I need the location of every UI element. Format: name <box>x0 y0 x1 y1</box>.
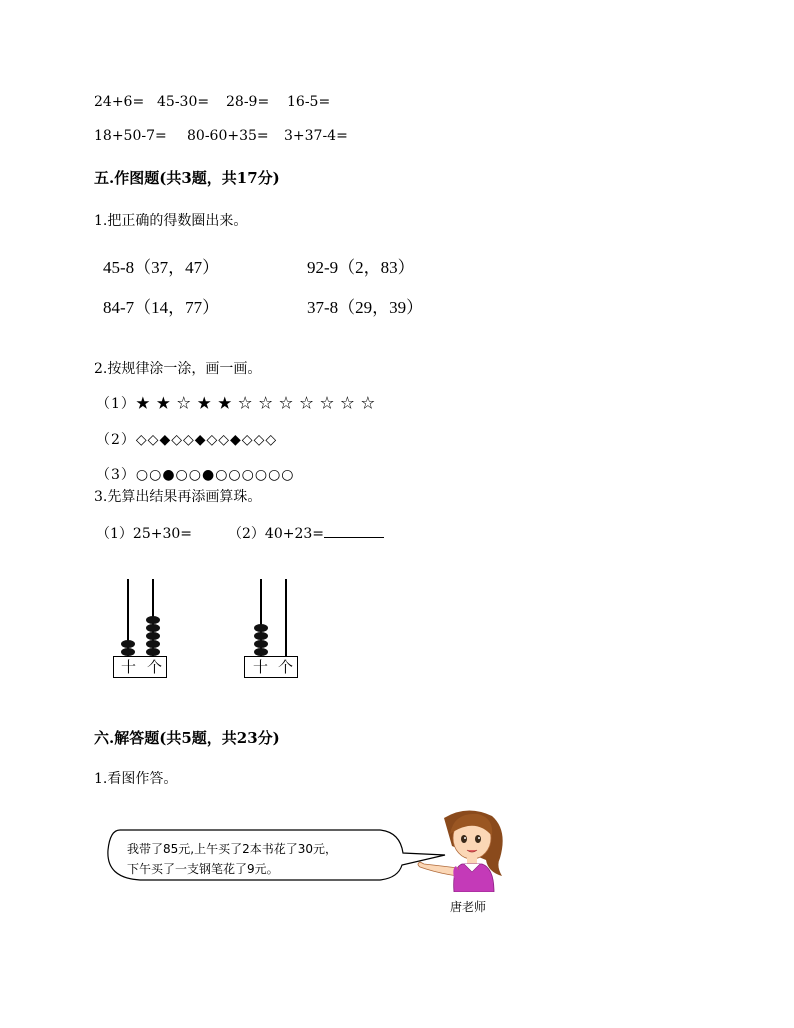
expression: 3+37-4= <box>284 128 348 144</box>
abacus-bead <box>254 648 268 656</box>
expression: 45-30= <box>157 94 210 110</box>
expression: 80-60+35= <box>187 128 269 144</box>
pattern-row-circles: （3）○○●○○●○○○○○○ <box>96 467 295 483</box>
abacus-bead <box>146 624 160 632</box>
bubble-line2: 下午买了一支钢笔花了9元。 <box>127 862 279 876</box>
speaker-name: 唐老师 <box>450 900 487 914</box>
q1-prompt-section6: 1.看图作答。 <box>94 771 178 787</box>
abacus-bead <box>254 632 268 640</box>
q1-prompt: 1.把正确的得数圈出来。 <box>94 213 248 229</box>
q2-prompt: 2.按规律涂一涂，画一画。 <box>94 361 262 377</box>
abacus-bead <box>121 640 135 648</box>
abacus-base <box>113 656 167 678</box>
pattern-row-diamonds: （2）◇◇◆◇◇◆◇◇◆◇◇◇ <box>96 432 278 448</box>
abacus-label-ones: 个 <box>278 658 294 676</box>
q3-prompt: 3.先算出结果再添画算珠。 <box>94 489 262 505</box>
q3-part2-text: （2）40+23= <box>228 526 324 542</box>
bubble-line1: 我带了85元,上午买了2本书花了30元， <box>127 842 337 856</box>
abacus-label-tens: 十 <box>253 658 269 676</box>
section6-title: 六.解答题(共5题，共23分) <box>94 729 280 747</box>
expression: 16-5= <box>287 94 331 110</box>
circle-item: 45-8（37，47） <box>103 258 220 277</box>
q3-part2 <box>228 523 384 543</box>
expression: 28-9= <box>226 94 270 110</box>
section5-title: 五.作图题(共3题，共17分) <box>94 169 280 187</box>
abacus-rod-ones <box>285 579 287 656</box>
expression: 18+50-7= <box>94 128 167 144</box>
pattern-row-stars: （1）★ ★ ☆ ★ ★ ☆ ☆ ☆ ☆ ☆ ☆ ☆ <box>96 396 376 412</box>
expression: 24+6= <box>94 94 145 110</box>
q3-part1: （1）25+30= <box>96 526 192 542</box>
answer-blank[interactable] <box>324 523 384 538</box>
circle-item: 92-9（2，83） <box>307 258 415 277</box>
abacus-bead <box>146 648 160 656</box>
abacus-label-tens: 十 <box>121 658 137 676</box>
abacus-bead <box>254 640 268 648</box>
teacher-illustration-icon <box>412 806 512 892</box>
abacus-bead <box>146 632 160 640</box>
abacus-label-ones: 个 <box>147 658 163 676</box>
abacus-bead <box>254 624 268 632</box>
abacus-bead <box>146 616 160 624</box>
circle-item: 84-7（14，77） <box>103 298 220 317</box>
abacus-bead <box>146 640 160 648</box>
circle-item: 37-8（29，39） <box>307 298 424 317</box>
abacus-base <box>244 656 298 678</box>
abacus-bead <box>121 648 135 656</box>
